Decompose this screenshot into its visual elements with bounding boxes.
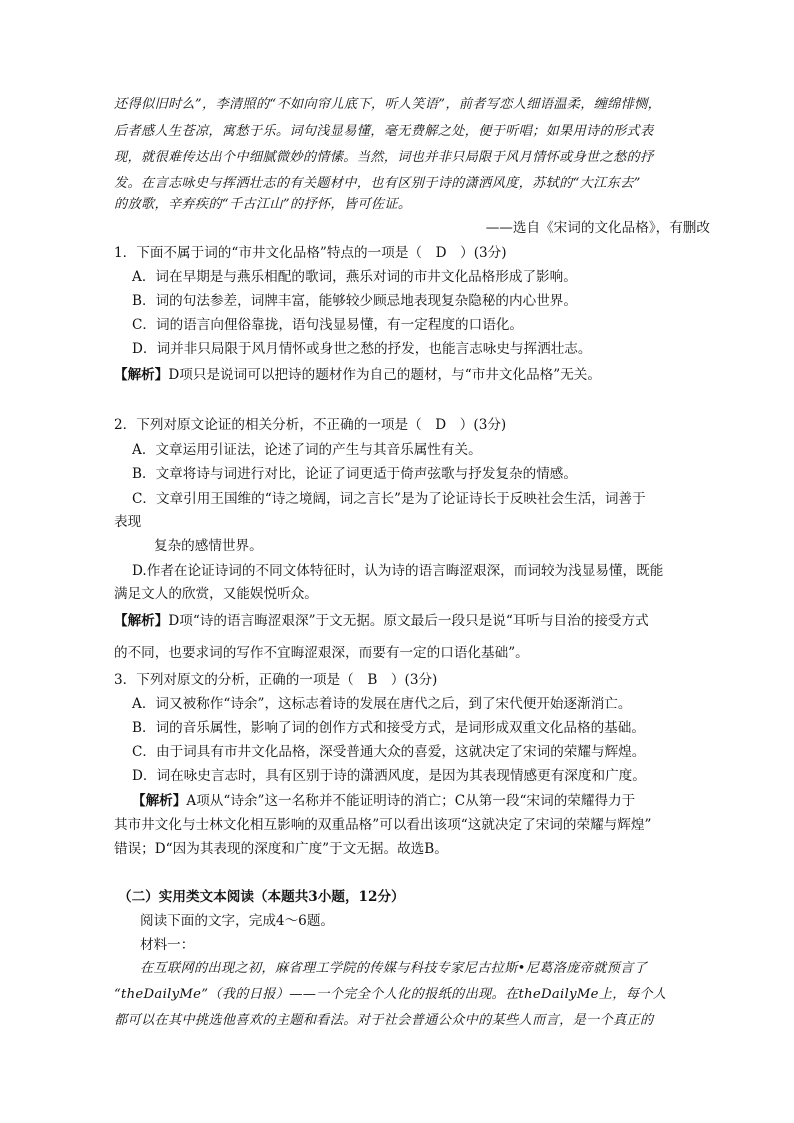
q2-option-a: A．文章运用引证法，论述了词的产生与其音乐属性有关。	[132, 442, 482, 458]
q3-analysis-line2: 其市井文化与士林文化相互影响的双重品格”可以看出该项“这就决定了宋词的荣耀与辉煌”	[114, 817, 652, 833]
q2-stem: 2．下列对原文论证的相关分析，不正确的一项是（ D ）(3分)	[114, 417, 507, 433]
analysis-tag: 【解析】	[132, 793, 187, 809]
q2-analysis-line2: 的不同，也要求词的写作不宜晦涩艰深，而要有一定的口语化基础”。	[114, 645, 529, 661]
passage-line: 现，就很难传达出个中细腻微妙的情愫。当然，词也并非只局限于风月情怀或身世之愁的抒	[114, 150, 654, 165]
q2-option-c-wrap: 复杂的感情世界。	[154, 538, 263, 554]
passage-line: “theDailyMe”（我的日报）——一个完全个人化的报纸的出现。在theDailyMe上，每个人	[114, 987, 667, 1002]
q2-analysis	[114, 612, 649, 630]
passage-line: 的放歌，辛弃疾的“千古江山”的抒怀，皆可佐证。	[114, 197, 412, 212]
passage-line: 发。在言志咏史与挥洒壮志的有关题材中，也有区别于诗的潇洒风度，苏轼的“大江东去”	[114, 176, 641, 191]
q2-option-d: D.作者在论证诗词的不同文体特征时，认为诗的语言晦涩艰深，而词较为浅显易懂，既能	[132, 563, 664, 579]
q2-option-b: B．文章将诗与词进行对比，论证了词更适于倚声弦歌与抒发复杂的情感。	[132, 466, 577, 482]
passage-line: 还得似旧时么”，李清照的“不如向帘儿底下，听人笑语”，前者写恋人细语温柔，缠绵悱恻，	[114, 97, 662, 112]
passage-line: 后者感人生苍凉，寓愁于乐。词句浅显易懂，毫无费解之处，便于听唱；如果用诗的形式表	[114, 124, 654, 139]
analysis-text: D项“诗的语言晦涩艰深”于文无据。原文最后一段只是说“耳听与目治的接受方式	[168, 613, 649, 629]
q3-option-d: D．词在咏史言志时，具有区别于诗的潇洒风度，是因为其表现情感更有深度和广度。	[132, 768, 646, 784]
q1-option-b: B．词的句法参差，词牌丰富，能够较少顾忌地表现复杂隐秘的内心世界。	[132, 293, 577, 309]
analysis-tag: 【解析】	[114, 367, 169, 383]
q3-analysis-line3: 错误；D“因为其表现的深度和广度”于文无据。故选B。	[114, 841, 448, 857]
q3-option-a: A．词又被称作“诗余”，这标志着诗的发展在唐代之后，到了宋代便开始逐渐消亡。	[132, 696, 632, 712]
q3-option-c: C．由于词具有市井文化品格，深受普通大众的喜爱，这就决定了宋词的荣耀与辉煌。	[132, 744, 646, 760]
q3-stem: 3．下列对原文的分析，正确的一项是（ B ）(3分)	[114, 672, 438, 688]
q2-option-c-wrap: 表现	[114, 514, 142, 530]
q1-option-d: D．词并非只局限于风月情怀或身世之愁的抒发，也能言志咏史与挥洒壮志。	[132, 341, 592, 357]
q3-analysis	[132, 792, 635, 810]
analysis-text: A项从“诗余”这一名称并不能证明诗的消亡；C从第一段“宋词的荣耀得力于	[186, 793, 636, 809]
q1-stem: 1．下面不属于词的“市井文化品格”特点的一项是（ D ）(3分)	[114, 245, 507, 261]
analysis-tag: 【解析】	[114, 613, 169, 629]
q2-option-d-wrap: 满足文人的欣赏，又能娱悦听众。	[114, 586, 318, 602]
source-citation: ——选自《宋词的文化品格》，有删改	[485, 220, 710, 236]
material-label: 材料一：	[140, 937, 195, 953]
q3-option-b: B．词的音乐属性，影响了词的创作方式和接受方式，是词形成双重文化品格的基础。	[132, 720, 645, 736]
q1-option-a: A．词在早期是与燕乐相配的歌词，燕乐对词的市井文化品格形成了影响。	[132, 269, 577, 285]
section-heading: （二）实用类文本阅读（本题共3小题，12分）	[118, 889, 405, 905]
passage-line: 都可以在其中挑选他喜欢的主题和看法。对于社会普通公众中的某些人而言，是一个真正的	[114, 1013, 654, 1028]
passage-line: 在互联网的出现之初，麻省理工学院的传媒与科技专家尼古拉斯•尼葛洛庞帝就预言了	[140, 961, 648, 976]
section-instruction: 阅读下面的文字，完成4～6题。	[140, 913, 335, 929]
q1-option-c: C．词的语言向俚俗靠拢，语句浅显易懂，有一定程度的口语化。	[132, 317, 524, 333]
analysis-text: D项只是说词可以把诗的题材作为自己的题材，与“市井文化品格”无关。	[168, 367, 601, 383]
q2-option-c: C．文章引用王国维的“诗之境阔，词之言长”是为了论证诗长于反映社会生活，词善于	[132, 491, 646, 507]
q1-analysis	[114, 366, 601, 384]
